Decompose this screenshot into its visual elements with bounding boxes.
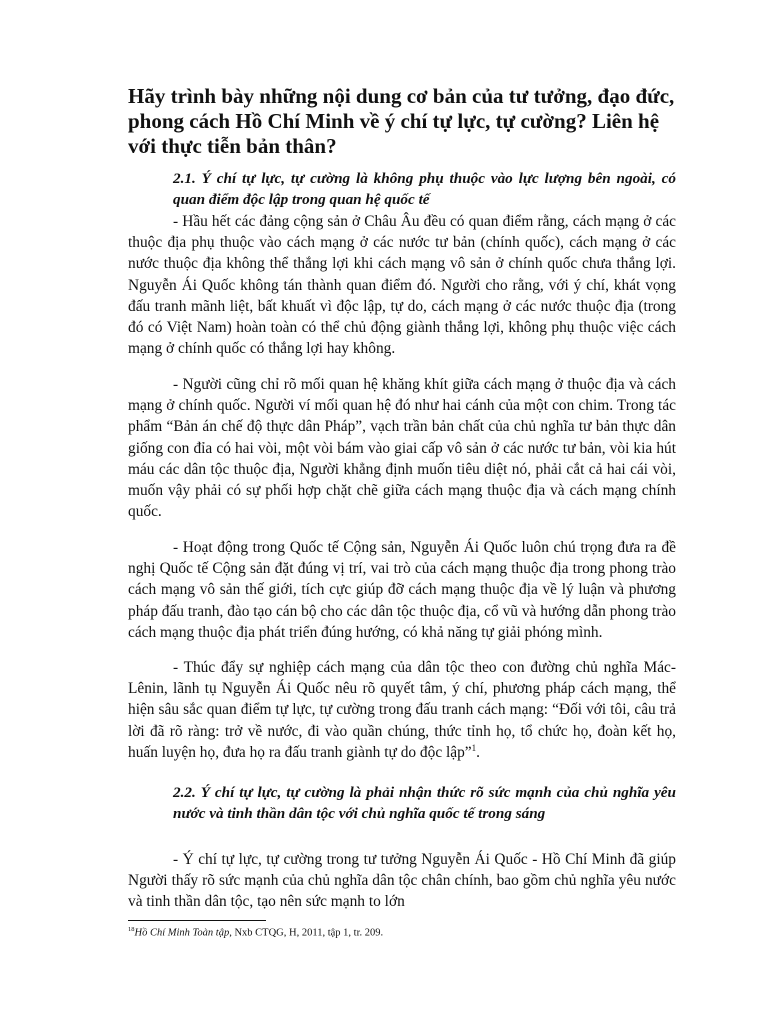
paragraph-text: - Thúc đẩy sự nghiệp cách mạng của dân tộc theo con đường chủ nghĩa Mác- Lênin, lãnh tụ Nguyễn Ái Quốc nêu rõ quyết tâm, ý chí, phương pháp cách mạng, thể hiện sâu sắc quan điểm tự lực, tự cường trong đấu tranh cách mạng: “Đối với tôi, câu trả lời đã rõ ràng: trở về nước, đi vào quần chúng, thức tỉnh họ, tổ chức họ, đoàn kết họ, huấn luyện họ, đưa họ ra đấu tranh giành tự do độc lập” (128, 659, 676, 761)
paragraph: - Ý chí tự lực, tự cường trong tư tưởng Nguyễn Ái Quốc - Hồ Chí Minh đã giúp Người thấy rõ sức mạnh của chủ nghĩa dân tộc chân chính, bao gồm chủ nghĩa yêu nước và tinh thần dân tộc, tạo nên sức mạnh to lớn (128, 851, 676, 911)
footnote-marker: 18 (128, 926, 135, 933)
footnote-reference: 1 (471, 742, 477, 753)
footnote-title: Hồ Chí Minh Toàn tập (134, 927, 230, 939)
footnote (128, 923, 676, 941)
footnote-separator (128, 920, 266, 921)
section-heading-2-2: 2.2. Ý chí tự lực, tự cường là phải nhận thức rõ sức mạnh của chủ nghĩa yêu nước và tinh thần dân tộc với chủ nghĩa quốc tế trong sáng (173, 784, 676, 822)
section-heading-2-1: 2.1. Ý chí tự lực, tự cường là không phụ thuộc vào lực lượng bên ngoài, có quan điểm độc lập trong quan hệ quốc tế (173, 170, 676, 208)
paragraph: - Hầu hết các đảng cộng sản ở Châu Âu đều có quan điểm rằng, cách mạng ở các thuộc địa phụ thuộc vào cách mạng ở các nước tư bản (chính quốc), cách mạng ở các nước thuộc địa không thể thắng lợi khi cách mạng vô sản ở chính quốc chưa thắng lợi. Nguyễn Ái Quốc không tán thành quan điểm đó. Người cho rằng, với ý chí, khát vọng đấu tranh mãnh liệt, bất khuất vì độc lập, tự do, cách mạng ở các nước thuộc địa (trong đó có Việt Nam) hoàn toàn có thể chủ động giành thắng lợi, không phụ thuộc việc cách mạng ở chính quốc có thắng lợi hay không. (128, 213, 676, 358)
footnote-rest: , Nxb CTQG, H, 2011, tập 1, tr. 209. (229, 927, 384, 939)
question-title: Hãy trình bày những nội dung cơ bản của tư tưởng, đạo đức, phong cách Hồ Chí Minh về ý chí tự lực, tự cường? Liên hệ với thực tiễn bản thân? (128, 84, 675, 158)
paragraph: - Người cũng chỉ rõ mối quan hệ khăng khít giữa cách mạng ở thuộc địa và cách mạng ở chính quốc. Người ví mối quan hệ đó như hai cánh của một con chim. Trong tác phẩm “Bản án chế độ thực dân Pháp”, vạch trần bản chất của chủ nghĩa tư bản thực dân giống con đỉa có hai vòi, một vòi bám vào giai cấp vô sản ở các nước tư bản, vòi kia hút máu các dân tộc thuộc địa, Người khẳng định muốn tiêu diệt nó, phải cắt cả hai cái vòi, muốn vậy phải có sự phối hợp chặt chẽ giữa cách mạng thuộc địa và cách mạng chính quốc. (128, 376, 676, 521)
paragraph: - Thúc đẩy sự nghiệp cách mạng của dân tộc theo con đường chủ nghĩa Mác- Lênin, lãnh tụ Nguyễn Ái Quốc nêu rõ quyết tâm, ý chí, phương pháp cách mạng, thể hiện sâu sắc quan điểm tự lực, tự cường trong đấu tranh cách mạng: “Đối với tôi, câu trả lời đã rõ ràng: trở về nước, đi vào quần chúng, thức tỉnh họ, tổ chức họ, đoàn kết họ, huấn luyện họ, đưa họ ra đấu tranh giành tự do độc lập”$^1$. (128, 659, 676, 761)
paragraph-text: - Hoạt động trong Quốc tế Cộng sản, Nguyễn Ái Quốc luôn chú trọng đưa ra đề nghị Quốc tế Cộng sản đặt đúng vị trí, vai trò của cách mạng thuộc địa trong phong trào cách mạng vô sản thế giới, tích cực giúp đỡ cách mạng thuộc địa về lý luận và phương pháp đấu tranh, đào tạo cán bộ cho các dân tộc thuộc địa, cổ vũ và hướng dẫn phong trào cách mạng thuộc địa phát triển đúng hướng, có khả năng tự giải phóng mình. (128, 539, 676, 641)
paragraph (128, 537, 676, 643)
